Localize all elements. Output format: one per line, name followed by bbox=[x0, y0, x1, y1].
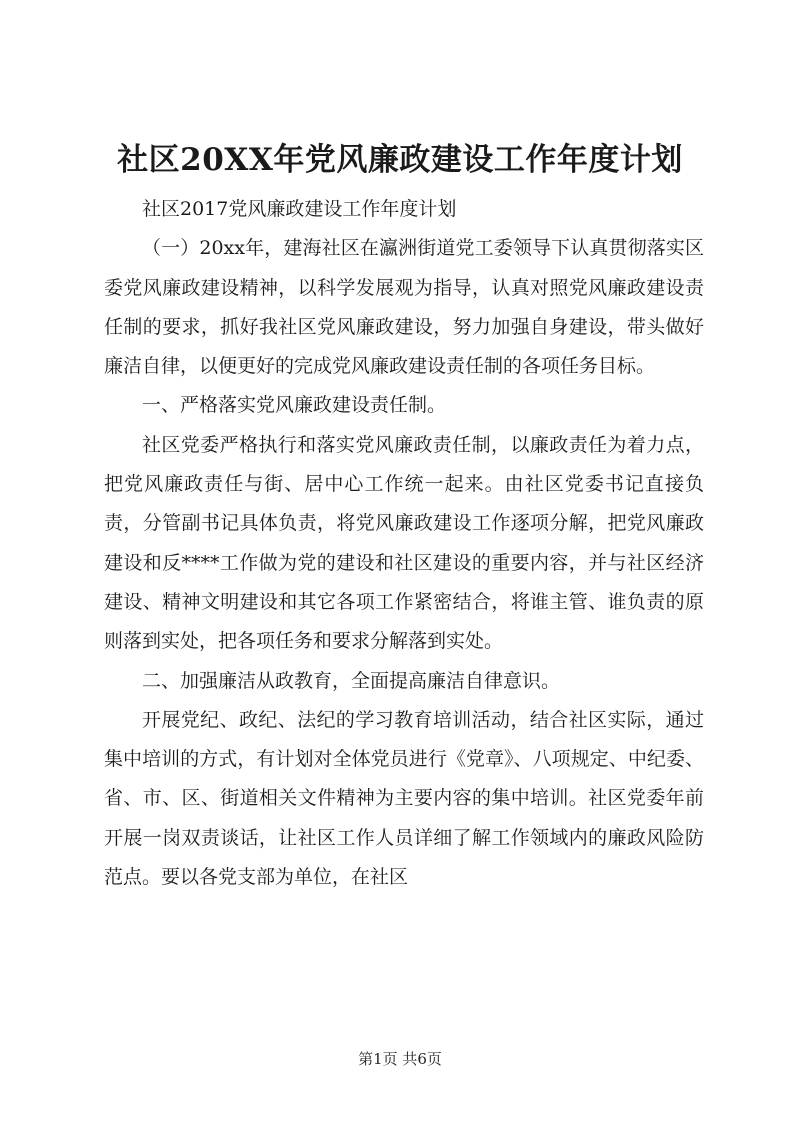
document-title: 社区20XX年党风廉政建设工作年度计划 bbox=[117, 142, 683, 178]
page-footer: 第1页 共6页 bbox=[358, 1050, 442, 1068]
section-heading-1: 一、严格落实党风廉政建设责任制。 bbox=[142, 394, 447, 417]
intro-paragraph: （一）20xx年，建海社区在瀛洲街道党工委领导下认真贯彻落实区委党风廉政建设精神，以科学发展观为指导，认真对照党风廉政建设责任制的要求，抓好我社区党风廉政建设，努力加强自身建设，带头做好廉洁自律，以便更好的完成党风廉政建设责任制的各项任务目标。 bbox=[104, 237, 704, 378]
document-body bbox=[104, 190, 704, 897]
section-1-paragraph: 社区党委严格执行和落实党风廉政责任制，以廉政责任为着力点，把党风廉政责任与街、居中心工作统一起来。由社区党委书记直接负责，分管副书记具体负责，将党风廉政建设工作逐项分解，把党风廉政建设和反****工作做为党的建设和社区建设的重要内容，并与社区经济建设、精神文明建设和其它各项工作紧密结合，将谁主管、谁负责的原则落到实处，把各项任务和要求分解落到实处。 bbox=[104, 433, 704, 653]
section-heading-2: 二、加强廉洁从政教育，全面提高廉洁自律意识。 bbox=[142, 669, 561, 692]
subtitle-paragraph: 社区2017党风廉政建设工作年度计划 bbox=[142, 198, 457, 220]
section-2-paragraph: 开展党纪、政纪、法纪的学习教育培训活动，结合社区实际，通过集中培训的方式，有计划对全体党员进行《党章》、八项规定、中纪委、省、市、区、街道相关文件精神为主要内容的集中培训。社区党委年前开展一岗双责谈话，让社区工作人员详细了解工作领域内的廉政风险防范点。要以各党支部为单位，在社区 bbox=[104, 708, 704, 889]
